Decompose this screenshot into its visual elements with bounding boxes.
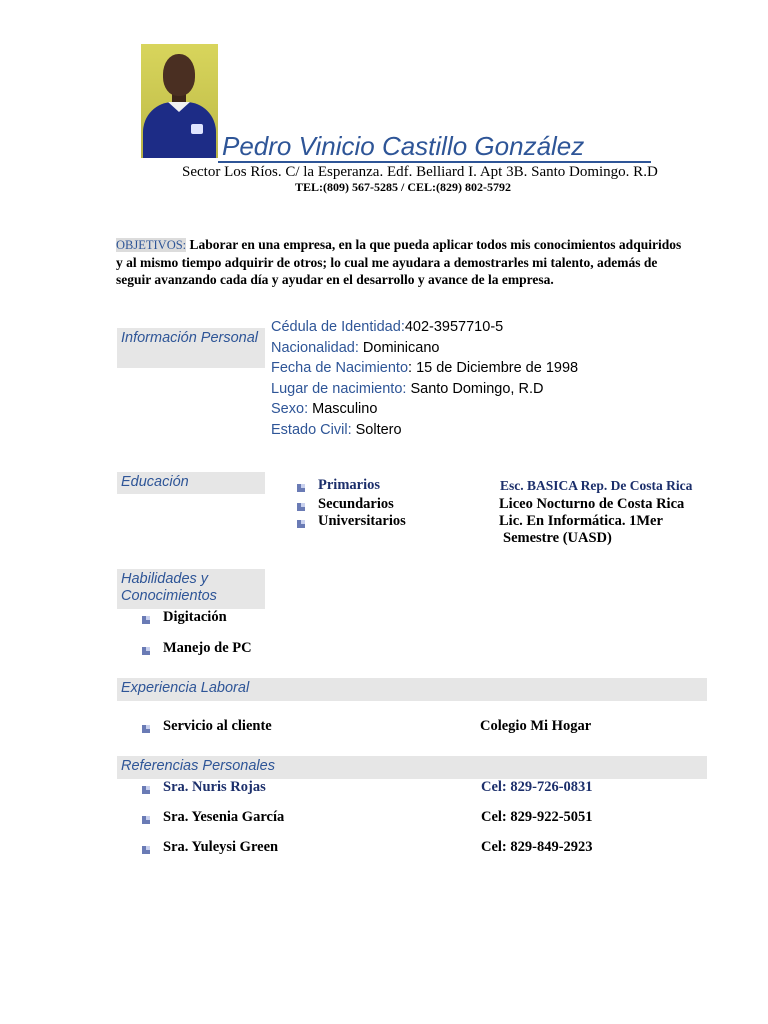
section-skills: Habilidades y Conocimientos (117, 569, 265, 609)
objective-text: Laborar en una empresa, en la que pueda aplicar todos mis conocimientos adquiridos y al mismo tiempo adquirir de otros; lo cual me ayudara a demostrarles mi talento, además de seguir avanzando cada día y ayudar en el desarrollo y avance de la empresa. (116, 237, 682, 287)
bullet-icon (142, 786, 150, 794)
section-references: Referencias Personales (117, 756, 707, 779)
bullet-icon (142, 846, 150, 854)
section-education: Educación (117, 472, 265, 494)
bullet-icon (142, 616, 150, 624)
skill-item: Digitación (163, 609, 227, 625)
experience-role: Servicio al cliente (163, 718, 272, 734)
bullet-icon (297, 520, 305, 528)
bullet-icon (142, 725, 150, 733)
reference-phone: Cel: 829-849-2923 (481, 839, 593, 855)
bullet-icon (142, 816, 150, 824)
candidate-name: Pedro Vinicio Castillo González (222, 131, 585, 161)
bullet-icon (142, 647, 150, 655)
reference-name: Sra. Yesenia García (163, 809, 285, 825)
education-school: Lic. En Informática. 1Mer (499, 513, 663, 529)
reference-phone: Cel: 829-922-5051 (481, 809, 593, 825)
objective-paragraph (116, 236, 686, 288)
name-underline (218, 161, 651, 163)
skill-item: Manejo de PC (163, 640, 252, 656)
section-personal-info: Información Personal (117, 328, 265, 368)
experience-place: Colegio Mi Hogar (480, 718, 592, 734)
education-level: Primarios (318, 477, 381, 493)
bullet-icon (297, 484, 305, 492)
education-school: Esc. BASICA Rep. De Costa Rica (500, 478, 693, 493)
education-level: Universitarios (318, 513, 406, 529)
info-row-civil-status: Estado Civil: Soltero (271, 421, 402, 438)
reference-phone: Cel: 829-726-0831 (481, 779, 593, 795)
bullet-icon (297, 503, 305, 511)
education-level: Secundarios (318, 496, 394, 512)
education-school: Liceo Nocturno de Costa Rica (499, 496, 685, 512)
reference-name: Sra. Yuleysi Green (163, 839, 279, 855)
section-experience: Experiencia Laboral (117, 678, 707, 701)
info-row-birthdate: Fecha de Nacimiento: 15 de Diciembre de 1998 (271, 360, 579, 376)
objective-label: OBJETIVOS: (116, 238, 187, 252)
address: Sector Los Ríos. C/ la Esperanza. Edf. Belliard I. Apt 3B. Santo Domingo. R.D (182, 164, 658, 180)
reference-name: Sra. Nuris Rojas (163, 779, 266, 795)
info-row-sex: Sexo: Masculino (271, 401, 378, 417)
info-row-birthplace: Lugar de nacimiento: Santo Domingo, R.D (271, 380, 544, 397)
info-row-nationality: Nacionalidad: Dominicano (271, 339, 440, 356)
profile-photo (141, 44, 218, 158)
phone-numbers: TEL:(809) 567-5285 / CEL:(829) 802-5792 (295, 180, 511, 194)
personal-info-list (271, 319, 578, 442)
education-school-line2: Semestre (UASD) (503, 530, 612, 546)
info-row-id: Cédula de Identidad:402-3957710-5 (271, 319, 504, 335)
